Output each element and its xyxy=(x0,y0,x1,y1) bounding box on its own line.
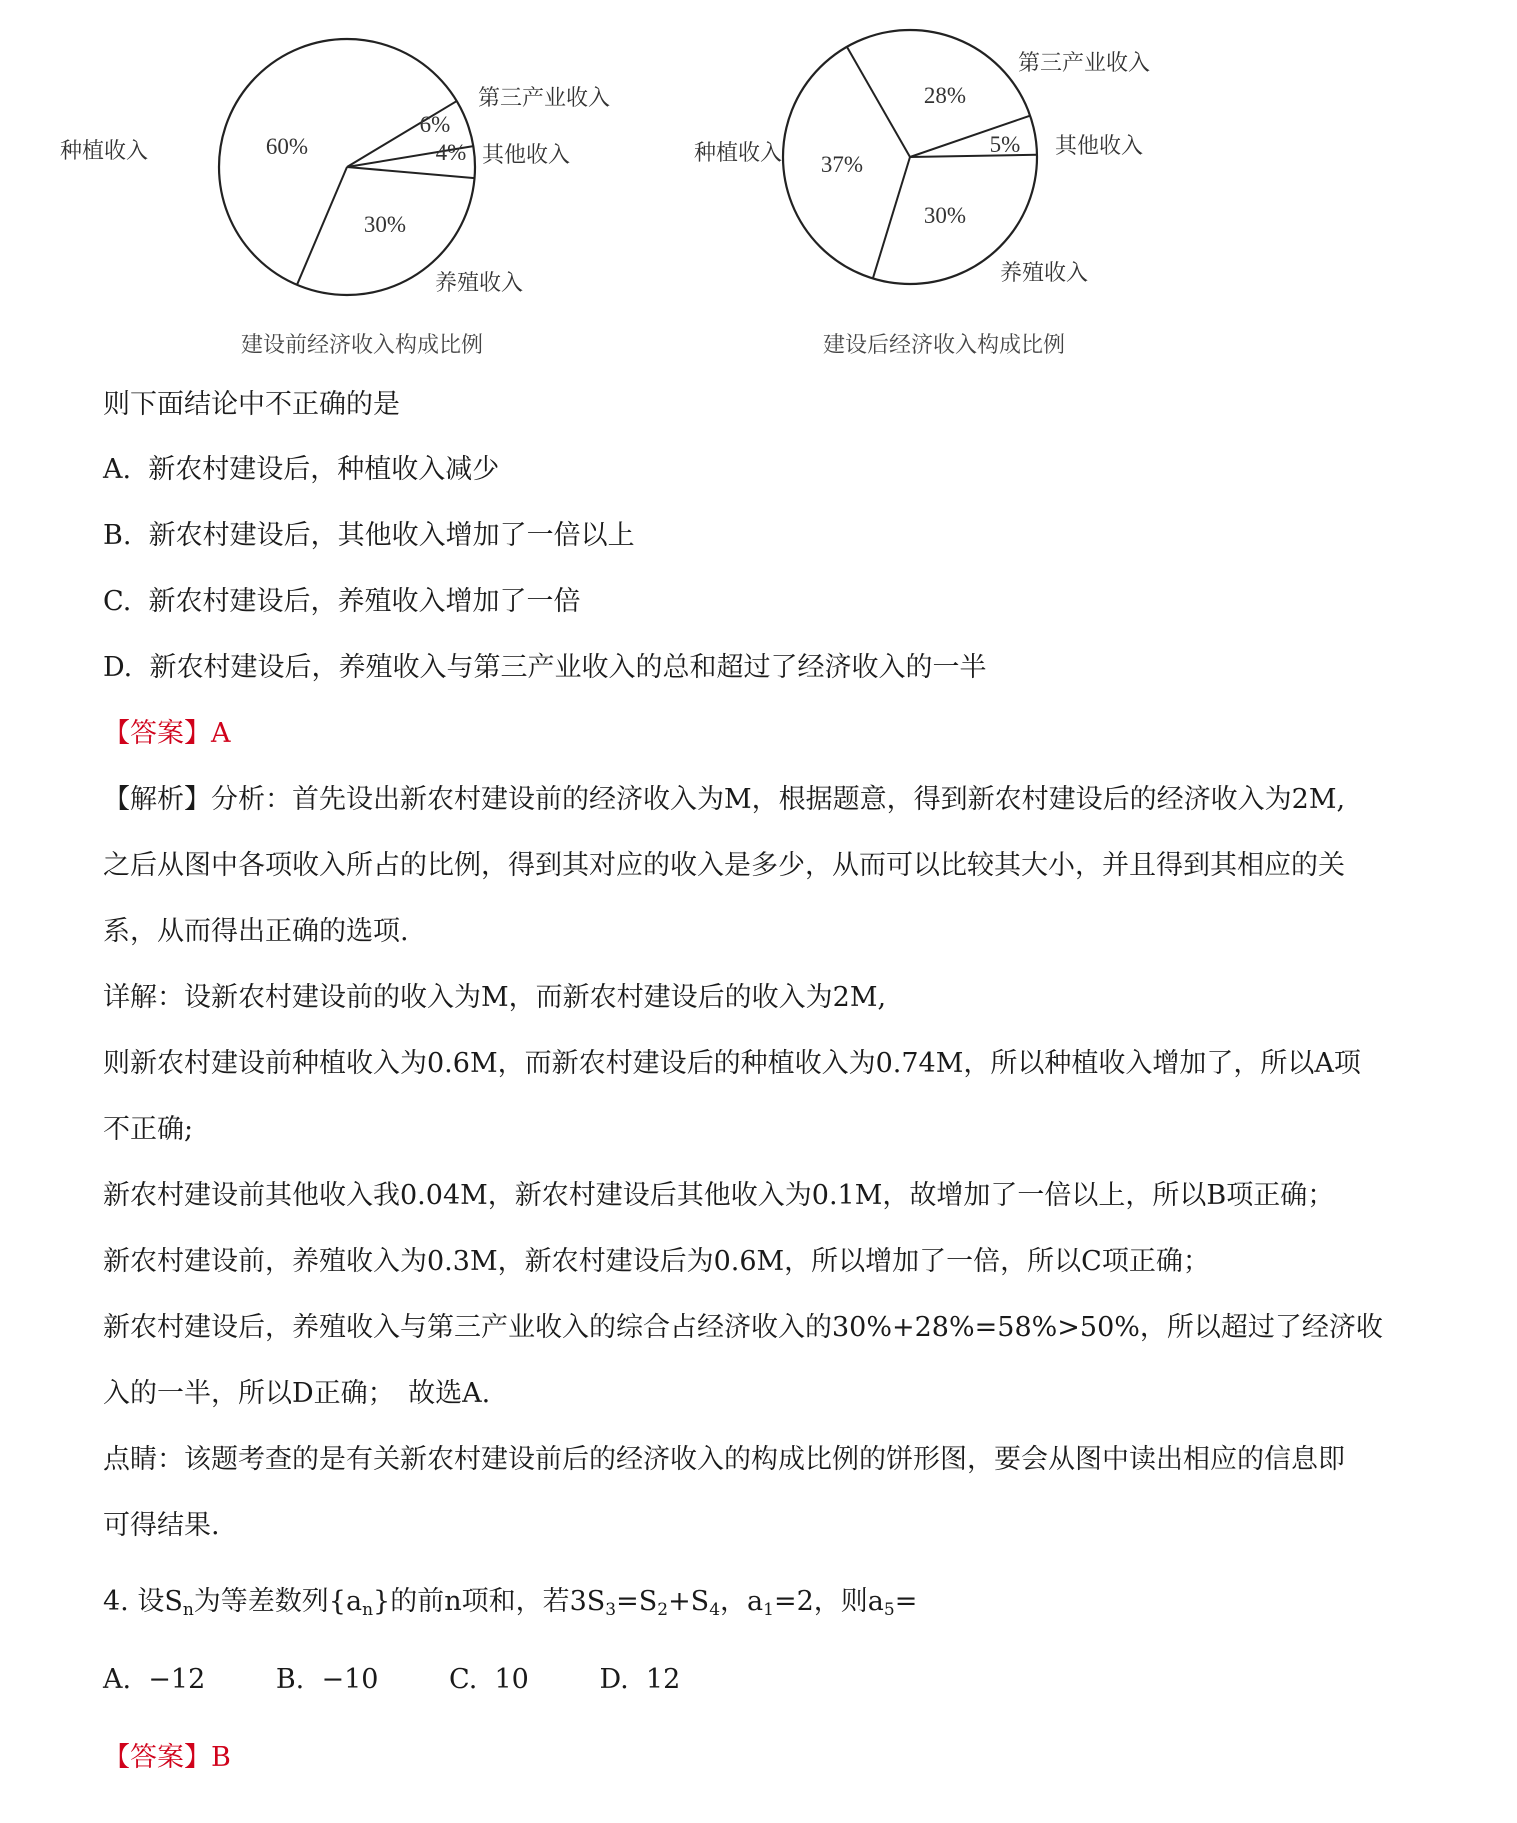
pie-slice-label: 28% xyxy=(923,83,967,108)
pie-slice-boundary xyxy=(347,167,475,178)
option-text: 新农村建设后，其他收入增加了一倍以上 xyxy=(148,520,635,551)
pie-category-label: 种植收入 xyxy=(693,141,782,166)
pie-category-label: 养殖收入 xyxy=(435,271,524,296)
q4-text: =2，则a xyxy=(773,1586,884,1617)
q4-text: ，a xyxy=(720,1586,764,1617)
analysis-line: 【解析】分析：首先设出新农村建设前的经济收入为M，根据题意，得到新农村建设后的经济收入为2M, xyxy=(103,784,1346,815)
option-text: 新农村建设后，种植收入减少 xyxy=(148,454,500,485)
q4-sub: 2 xyxy=(657,1600,669,1620)
pie-chart-after xyxy=(694,30,1150,358)
q4-text: 4. 设S xyxy=(103,1586,183,1617)
pie-charts-svg xyxy=(0,0,1517,370)
pie-slice-label: 6% xyxy=(419,112,451,137)
option-letter: C. xyxy=(449,1664,478,1695)
analysis-line: 系，从而得出正确的选项. xyxy=(103,916,409,947)
q4-text: =S xyxy=(616,1586,658,1617)
q4-sub: n xyxy=(362,1600,374,1620)
pie-slice-boundary xyxy=(847,47,910,157)
pie-category-label: 养殖收入 xyxy=(1000,261,1089,286)
q4-sub: 5 xyxy=(883,1600,895,1620)
analysis-line: 则新农村建设前种植收入为0.6M，而新农村建设后的种植收入为0.74M，所以种植收入增加了，所以A项 xyxy=(103,1048,1361,1079)
option-a xyxy=(103,450,499,490)
option-text: −10 xyxy=(321,1664,379,1695)
option-c xyxy=(103,582,580,622)
analysis-line: 详解：设新农村建设前的收入为M，而新农村建设后的收入为2M, xyxy=(103,982,887,1013)
option-text: 新农村建设后，养殖收入增加了一倍 xyxy=(148,586,581,617)
pie-slice-label: 37% xyxy=(820,152,864,177)
pie-charts-figure xyxy=(0,0,1517,370)
pie-category-label: 其他收入 xyxy=(1055,134,1144,159)
q4-text: +S xyxy=(668,1586,710,1617)
option-letter: D. xyxy=(103,652,133,683)
analysis-line: 新农村建设前，养殖收入为0.3M，新农村建设后为0.6M，所以增加了一倍，所以C项正确； xyxy=(103,1246,1210,1277)
analysis-line: 可得结果. xyxy=(103,1510,220,1541)
q4-sub: 4 xyxy=(709,1600,721,1620)
pie-category-label: 种植收入 xyxy=(59,139,148,164)
pie-chart-before xyxy=(60,39,610,358)
q4-option-d xyxy=(599,1660,680,1700)
q4-text: = xyxy=(894,1586,918,1617)
pie-title: 建设前经济收入构成比例 xyxy=(240,333,484,358)
pie-slice-label: 4% xyxy=(435,140,467,165)
option-text: 10 xyxy=(494,1664,529,1695)
option-text: −12 xyxy=(148,1664,206,1695)
option-b xyxy=(103,516,635,556)
analysis-line: 点睛：该题考查的是有关新农村建设前后的经济收入的构成比例的饼形图，要会从图中读出相应的信息即 xyxy=(103,1444,1345,1475)
q4-text: }的前n项和，若3S xyxy=(373,1586,606,1617)
analysis-line: 新农村建设前其他收入我0.04M，新农村建设后其他收入为0.1M，故增加了一倍以上，所以B项正确； xyxy=(103,1180,1335,1211)
q4-option-c xyxy=(449,1660,529,1700)
pie-category-label: 第三产业收入 xyxy=(1018,51,1151,76)
question4-stem xyxy=(103,1582,917,1630)
pie-slice-label: 30% xyxy=(363,212,407,237)
option-letter: B. xyxy=(103,520,132,551)
option-d xyxy=(103,648,986,688)
pie-slice-boundary xyxy=(873,157,910,278)
q4-option-b xyxy=(276,1660,379,1700)
option-text: 新农村建设后，养殖收入与第三产业收入的总和超过了经济收入的一半 xyxy=(149,652,987,683)
pie-slice-label: 5% xyxy=(989,132,1021,157)
question4-options xyxy=(103,1660,742,1700)
q4-sub: n xyxy=(182,1600,194,1620)
pie-slice-boundary xyxy=(297,167,347,285)
pie-title: 建设后经济收入构成比例 xyxy=(822,333,1066,358)
option-letter: B. xyxy=(275,1664,305,1695)
q4-text: 为等差数列{a xyxy=(193,1586,363,1617)
answer-label-q4: 【答案】B xyxy=(103,1742,231,1773)
q4-option-a xyxy=(103,1660,205,1700)
pie-slice-label: 30% xyxy=(923,203,967,228)
option-letter: A. xyxy=(103,1664,132,1695)
analysis-line: 入的一半，所以D正确； 故选A. xyxy=(103,1378,491,1409)
question-stem: 则下面结论中不正确的是 xyxy=(103,389,400,420)
analysis-line: 新农村建设后，养殖收入与第三产业收入的综合占经济收入的30%+28%=58%>50%，所以超过了经济收 xyxy=(103,1312,1383,1343)
pie-category-label: 第三产业收入 xyxy=(478,86,611,111)
option-letter: D. xyxy=(599,1664,629,1695)
analysis-line: 不正确; xyxy=(103,1114,194,1145)
option-letter: C. xyxy=(103,586,132,617)
option-letter: A. xyxy=(103,454,132,485)
answer-label: 【答案】A xyxy=(103,718,231,749)
q4-sub: 1 xyxy=(763,1600,774,1620)
option-text: 12 xyxy=(645,1664,681,1695)
pie-category-label: 其他收入 xyxy=(482,143,571,168)
analysis-line: 之后从图中各项收入所占的比例，得到其对应的收入是多少，从而可以比较其大小，并且得到其相应的关 xyxy=(103,850,1345,881)
pie-slice-label: 60% xyxy=(265,134,309,159)
q4-sub: 3 xyxy=(605,1600,617,1620)
